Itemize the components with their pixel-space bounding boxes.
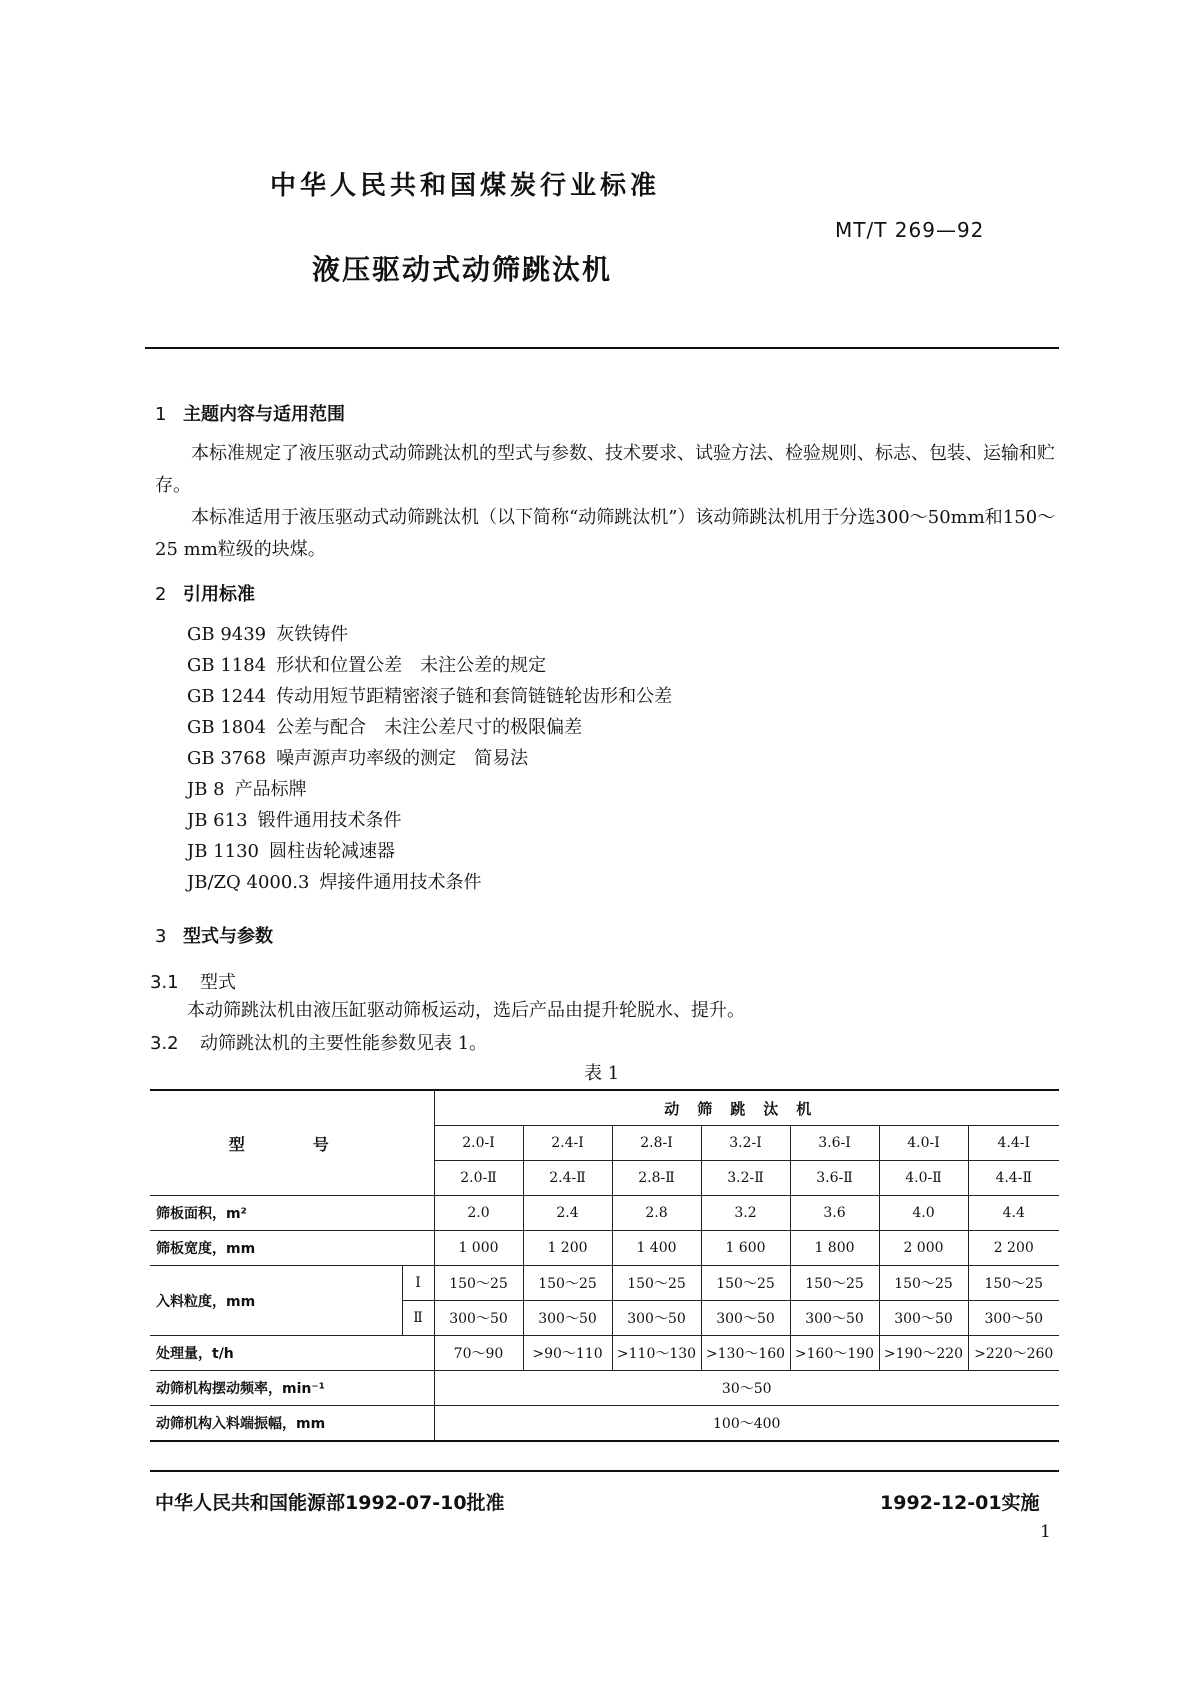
reference-item — [187, 651, 672, 682]
table-cell: 150～25 — [968, 1266, 1059, 1301]
row-label: 筛板宽度，mm — [150, 1231, 434, 1266]
reference-item — [187, 806, 672, 837]
model-cell: 3.2-Ⅱ — [701, 1161, 790, 1196]
reference-code: GB 1184 — [187, 655, 267, 676]
row-label: 入料粒度，mm — [150, 1266, 402, 1336]
reference-name: 灰铁铸件 — [276, 624, 349, 645]
reference-item — [187, 713, 672, 744]
reference-item — [187, 837, 672, 868]
table-cell: 70～90 — [434, 1336, 523, 1371]
table-cell: 300～50 — [790, 1301, 879, 1336]
table-cell: 4.4 — [968, 1196, 1059, 1231]
section-1-title: 主题内容与适用范围 — [183, 404, 345, 425]
table-cell: 300～50 — [879, 1301, 968, 1336]
reference-code: JB 1130 — [187, 841, 259, 862]
reference-code: GB 9439 — [187, 624, 267, 645]
section-3-title: 型式与参数 — [183, 926, 273, 947]
row-sublabel: Ⅱ — [402, 1301, 434, 1336]
table-cell: >160～190 — [790, 1336, 879, 1371]
model-cell: 2.0-Ⅰ — [434, 1126, 523, 1161]
row-sublabel: Ⅰ — [402, 1266, 434, 1301]
reference-name: 公差与配合 未注公差尺寸的极限偏差 — [276, 717, 583, 738]
section-3-heading — [155, 922, 273, 948]
reference-name: 圆柱齿轮减速器 — [268, 841, 395, 862]
section-1-body — [155, 438, 1059, 566]
reference-code: GB 1244 — [187, 686, 267, 707]
section-2-number: 2 — [155, 584, 167, 605]
table-row — [150, 1266, 1059, 1301]
table-cell: >110～130 — [612, 1336, 701, 1371]
table-cell: 3.6 — [790, 1196, 879, 1231]
table-cell: 150～25 — [434, 1266, 523, 1301]
row-label: 动筛机构入料端振幅，mm — [150, 1406, 434, 1442]
model-cell: 2.8-Ⅱ — [612, 1161, 701, 1196]
model-cell: 2.0-Ⅱ — [434, 1161, 523, 1196]
parameter-table — [150, 1089, 1059, 1442]
model-cell: 4.0-Ⅰ — [879, 1126, 968, 1161]
model-cell: 3.2-Ⅰ — [701, 1126, 790, 1161]
table-cell: >90～110 — [523, 1336, 612, 1371]
reference-list — [187, 620, 672, 899]
table-row — [150, 1196, 1059, 1231]
section-3-1-heading — [150, 968, 236, 994]
table-cell: 300～50 — [968, 1301, 1059, 1336]
section-3-2-number: 3.2 — [150, 1033, 179, 1054]
table-cell: 4.0 — [879, 1196, 968, 1231]
table-cell: 1 400 — [612, 1231, 701, 1266]
table-cell: 2.0 — [434, 1196, 523, 1231]
table-cell: 1 200 — [523, 1231, 612, 1266]
reference-name: 焊接件通用技术条件 — [319, 872, 482, 893]
reference-name: 噪声源声功率级的测定 简易法 — [276, 748, 529, 769]
standard-category: 中华人民共和国煤炭行业标准 — [270, 171, 661, 201]
reference-code: GB 1804 — [187, 717, 267, 738]
table-cell: >130～160 — [701, 1336, 790, 1371]
model-cell: 3.6-Ⅰ — [790, 1126, 879, 1161]
table-cell: 100～400 — [434, 1406, 1059, 1442]
model-cell: 4.4-Ⅱ — [968, 1161, 1059, 1196]
reference-code: GB 3768 — [187, 748, 267, 769]
reference-code: JB 8 — [187, 779, 225, 800]
table-row — [150, 1371, 1059, 1406]
table-cell: 300～50 — [701, 1301, 790, 1336]
table-row — [150, 1336, 1059, 1371]
model-label: 型 号 — [150, 1090, 434, 1196]
table-cell: 150～25 — [701, 1266, 790, 1301]
table-cell: 30～50 — [434, 1371, 1059, 1406]
approval-line: 中华人民共和国能源部1992-07-10批准 — [155, 1492, 505, 1514]
section-3-2-text: 动筛跳汰机的主要性能参数见表 1。 — [200, 1033, 488, 1054]
header-rule — [145, 347, 1059, 349]
table-cell: 300～50 — [523, 1301, 612, 1336]
section-2-title: 引用标准 — [183, 584, 255, 605]
reference-name: 形状和位置公差 未注公差的规定 — [276, 655, 547, 676]
model-cell: 4.4-Ⅰ — [968, 1126, 1059, 1161]
standard-code: MT/T 269—92 — [835, 218, 985, 242]
table-cell: 1 800 — [790, 1231, 879, 1266]
section-1-number: 1 — [155, 404, 167, 425]
page-number: 1 — [1040, 1522, 1051, 1542]
reference-name: 产品标牌 — [234, 779, 307, 800]
table-cell: 3.2 — [701, 1196, 790, 1231]
model-cell: 4.0-Ⅱ — [879, 1161, 968, 1196]
table-cell: 2.8 — [612, 1196, 701, 1231]
table-row — [150, 1406, 1059, 1442]
reference-item — [187, 620, 672, 651]
table-cell: 150～25 — [612, 1266, 701, 1301]
table-cell: 2 200 — [968, 1231, 1059, 1266]
reference-item — [187, 868, 672, 899]
section-3-1-text: 本动筛跳汰机由液压缸驱动筛板运动，选后产品由提升轮脱水、提升。 — [187, 1000, 745, 1021]
reference-code: JB 613 — [187, 810, 248, 831]
table-row — [150, 1231, 1059, 1266]
section-1-heading — [155, 400, 345, 426]
table-cell: 150～25 — [790, 1266, 879, 1301]
table-cell: 2.4 — [523, 1196, 612, 1231]
section-1-paragraph-2: 本标准适用于液压驱动式动筛跳汰机（以下简称“动筛跳汰机”）该动筛跳汰机用于分选300～50mm和150～25 mm粒级的块煤。 — [155, 507, 1056, 560]
model-cell: 3.6-Ⅱ — [790, 1161, 879, 1196]
section-3-1-number: 3.1 — [150, 972, 179, 993]
table-row — [150, 1090, 1059, 1126]
model-cell: 2.4-Ⅰ — [523, 1126, 612, 1161]
model-cell: 2.8-Ⅰ — [612, 1126, 701, 1161]
table-cell: 2 000 — [879, 1231, 968, 1266]
section-3-2-heading — [150, 1029, 487, 1055]
model-cell: 2.4-Ⅱ — [523, 1161, 612, 1196]
document-title: 液压驱动式动筛跳汰机 — [312, 253, 613, 286]
table-cell: >190～220 — [879, 1336, 968, 1371]
footer-rule — [150, 1470, 1059, 1472]
table-caption: 表 1 — [584, 1063, 620, 1084]
section-3-1-title: 型式 — [200, 972, 236, 993]
reference-item — [187, 775, 672, 806]
reference-name: 传动用短节距精密滚子链和套筒链链轮齿形和公差 — [276, 686, 673, 707]
table-cell: >220～260 — [968, 1336, 1059, 1371]
reference-item — [187, 744, 672, 775]
table-cell: 150～25 — [523, 1266, 612, 1301]
row-label: 处理量，t/h — [150, 1336, 434, 1371]
effective-date: 1992-12-01实施 — [880, 1492, 1040, 1514]
section-1-paragraph-1: 本标准规定了液压驱动式动筛跳汰机的型式与参数、技术要求、试验方法、检验规则、标志、包装、运输和贮存。 — [155, 443, 1055, 496]
table-cell: 150～25 — [879, 1266, 968, 1301]
reference-item — [187, 682, 672, 713]
table-cell: 300～50 — [612, 1301, 701, 1336]
section-3-number: 3 — [155, 926, 167, 947]
reference-name: 锻件通用技术条件 — [257, 810, 402, 831]
group-header: 动筛跳汰机 — [434, 1090, 1059, 1126]
section-2-heading — [155, 580, 255, 606]
reference-code: JB/ZQ 4000.3 — [187, 872, 310, 893]
table-cell: 1 600 — [701, 1231, 790, 1266]
table-cell: 1 000 — [434, 1231, 523, 1266]
row-label: 动筛机构摆动频率，min⁻¹ — [150, 1371, 434, 1406]
table-cell: 300～50 — [434, 1301, 523, 1336]
row-label: 筛板面积，m² — [150, 1196, 434, 1231]
